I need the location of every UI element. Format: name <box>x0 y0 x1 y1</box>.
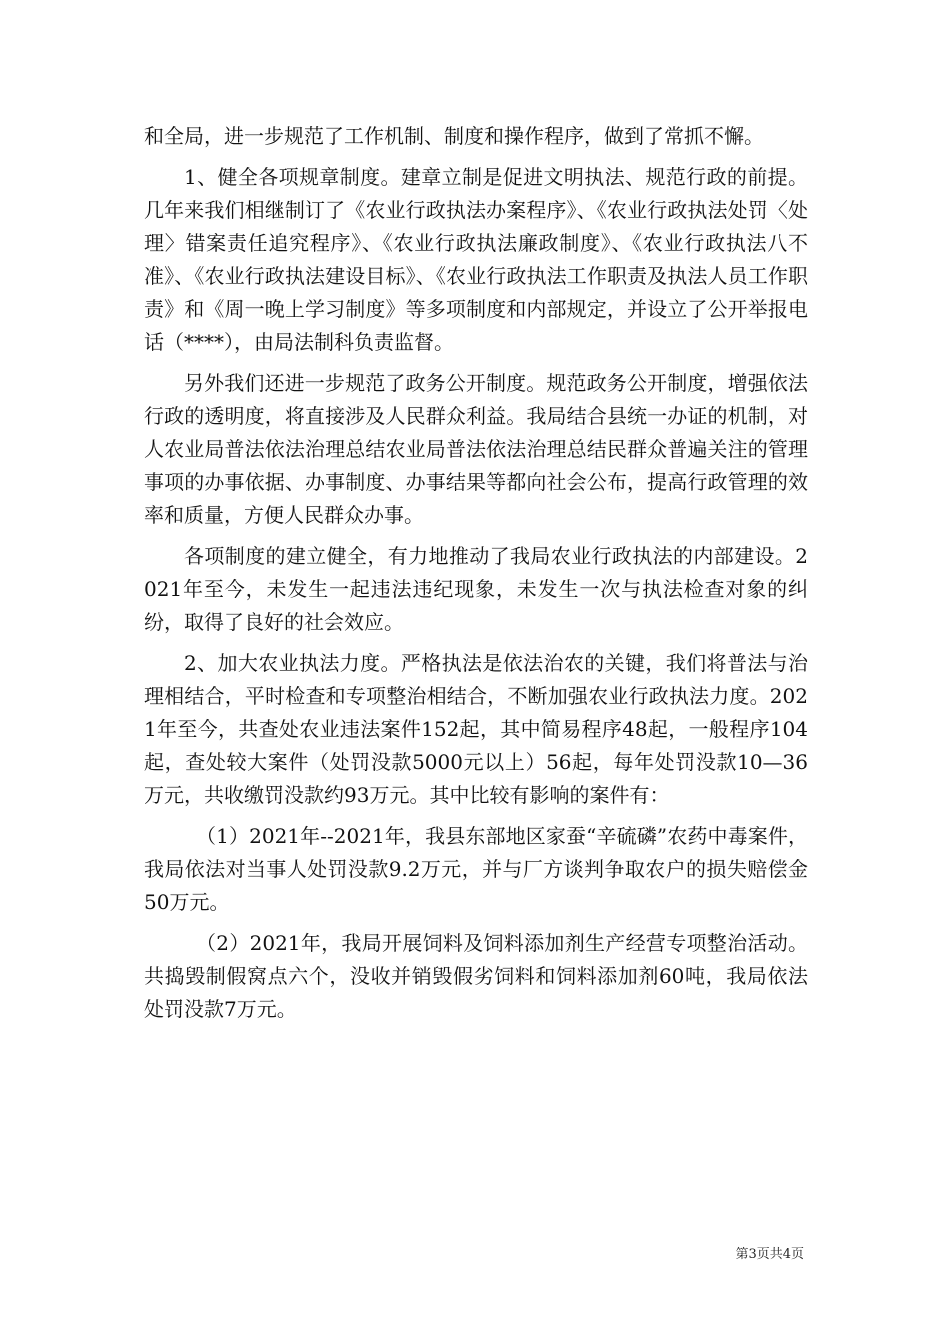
paragraph-results: 各项制度的建立健全，有力地推动了我局农业行政执法的内部建设。2021年至今，未发生一起违法违纪现象，未发生一次与执法检查对象的纠纷，取得了良好的社会效应。 <box>144 544 808 634</box>
paragraph-enforcement: 2、加大农业执法力度。严格执法是依法治农的关键，我们将普法与治理相结合，平时检查和专项整治相结合，不断加强农业行政执法力度。2021年至今，共查处农业违法案件152起，其中简易程序48起，一般程序104起，查处较大案件（处罚没款5000元以上）56起，每年处罚没款10—36万元，共收缴罚没款约93万元。其中比较有影响的案件有： <box>144 651 808 807</box>
paragraph-case-1: （1）2021年--2021年，我县东部地区家蚕“辛硫磷”农药中毒案件，我局依法对当事人处罚没款9.2万元，并与厂方谈判争取农户的损失赔偿金50万元。 <box>144 824 808 914</box>
document-body <box>144 120 808 1034</box>
paragraph-case-2: （2）2021年，我局开展饲料及饲料添加剂生产经营专项整治活动。共捣毁制假窝点六个，没收并销毁假劣饲料和饲料添加剂60吨，我局依法处罚没款7万元。 <box>144 931 808 1021</box>
page-number: 第3页共4页 <box>735 1247 804 1262</box>
paragraph-regulations: 1、健全各项规章制度。建章立制是促进文明执法、规范行政的前提。几年来我们相继制订了《农业行政执法办案程序》、《农业行政执法处罚〈处理〉错案责任追究程序》、《农业行政执法廉政制度》、《农业行政执法八不准》、《农业行政执法建设目标》、《农业行政执法工作职责及执法人员工作职责》和《周一晚上学习制度》等多项制度和内部规定，并设立了公开举报电话（****），由局法制科负责监督。 <box>144 165 808 354</box>
paragraph-transparency: 另外我们还进一步规范了政务公开制度。规范政务公开制度，增强依法行政的透明度，将直接涉及人民群众利益。我局结合县统一办证的机制，对人农业局普法依法治理总结农业局普法依法治理总结民群众普遍关注的管理事项的办事依据、办事制度、办事结果等都向社会公布，提高行政管理的效率和质量，方便人民群众办事。 <box>144 371 808 527</box>
paragraph-continuation: 和全局，进一步规范了工作机制、制度和操作程序，做到了常抓不懈。 <box>144 124 764 148</box>
